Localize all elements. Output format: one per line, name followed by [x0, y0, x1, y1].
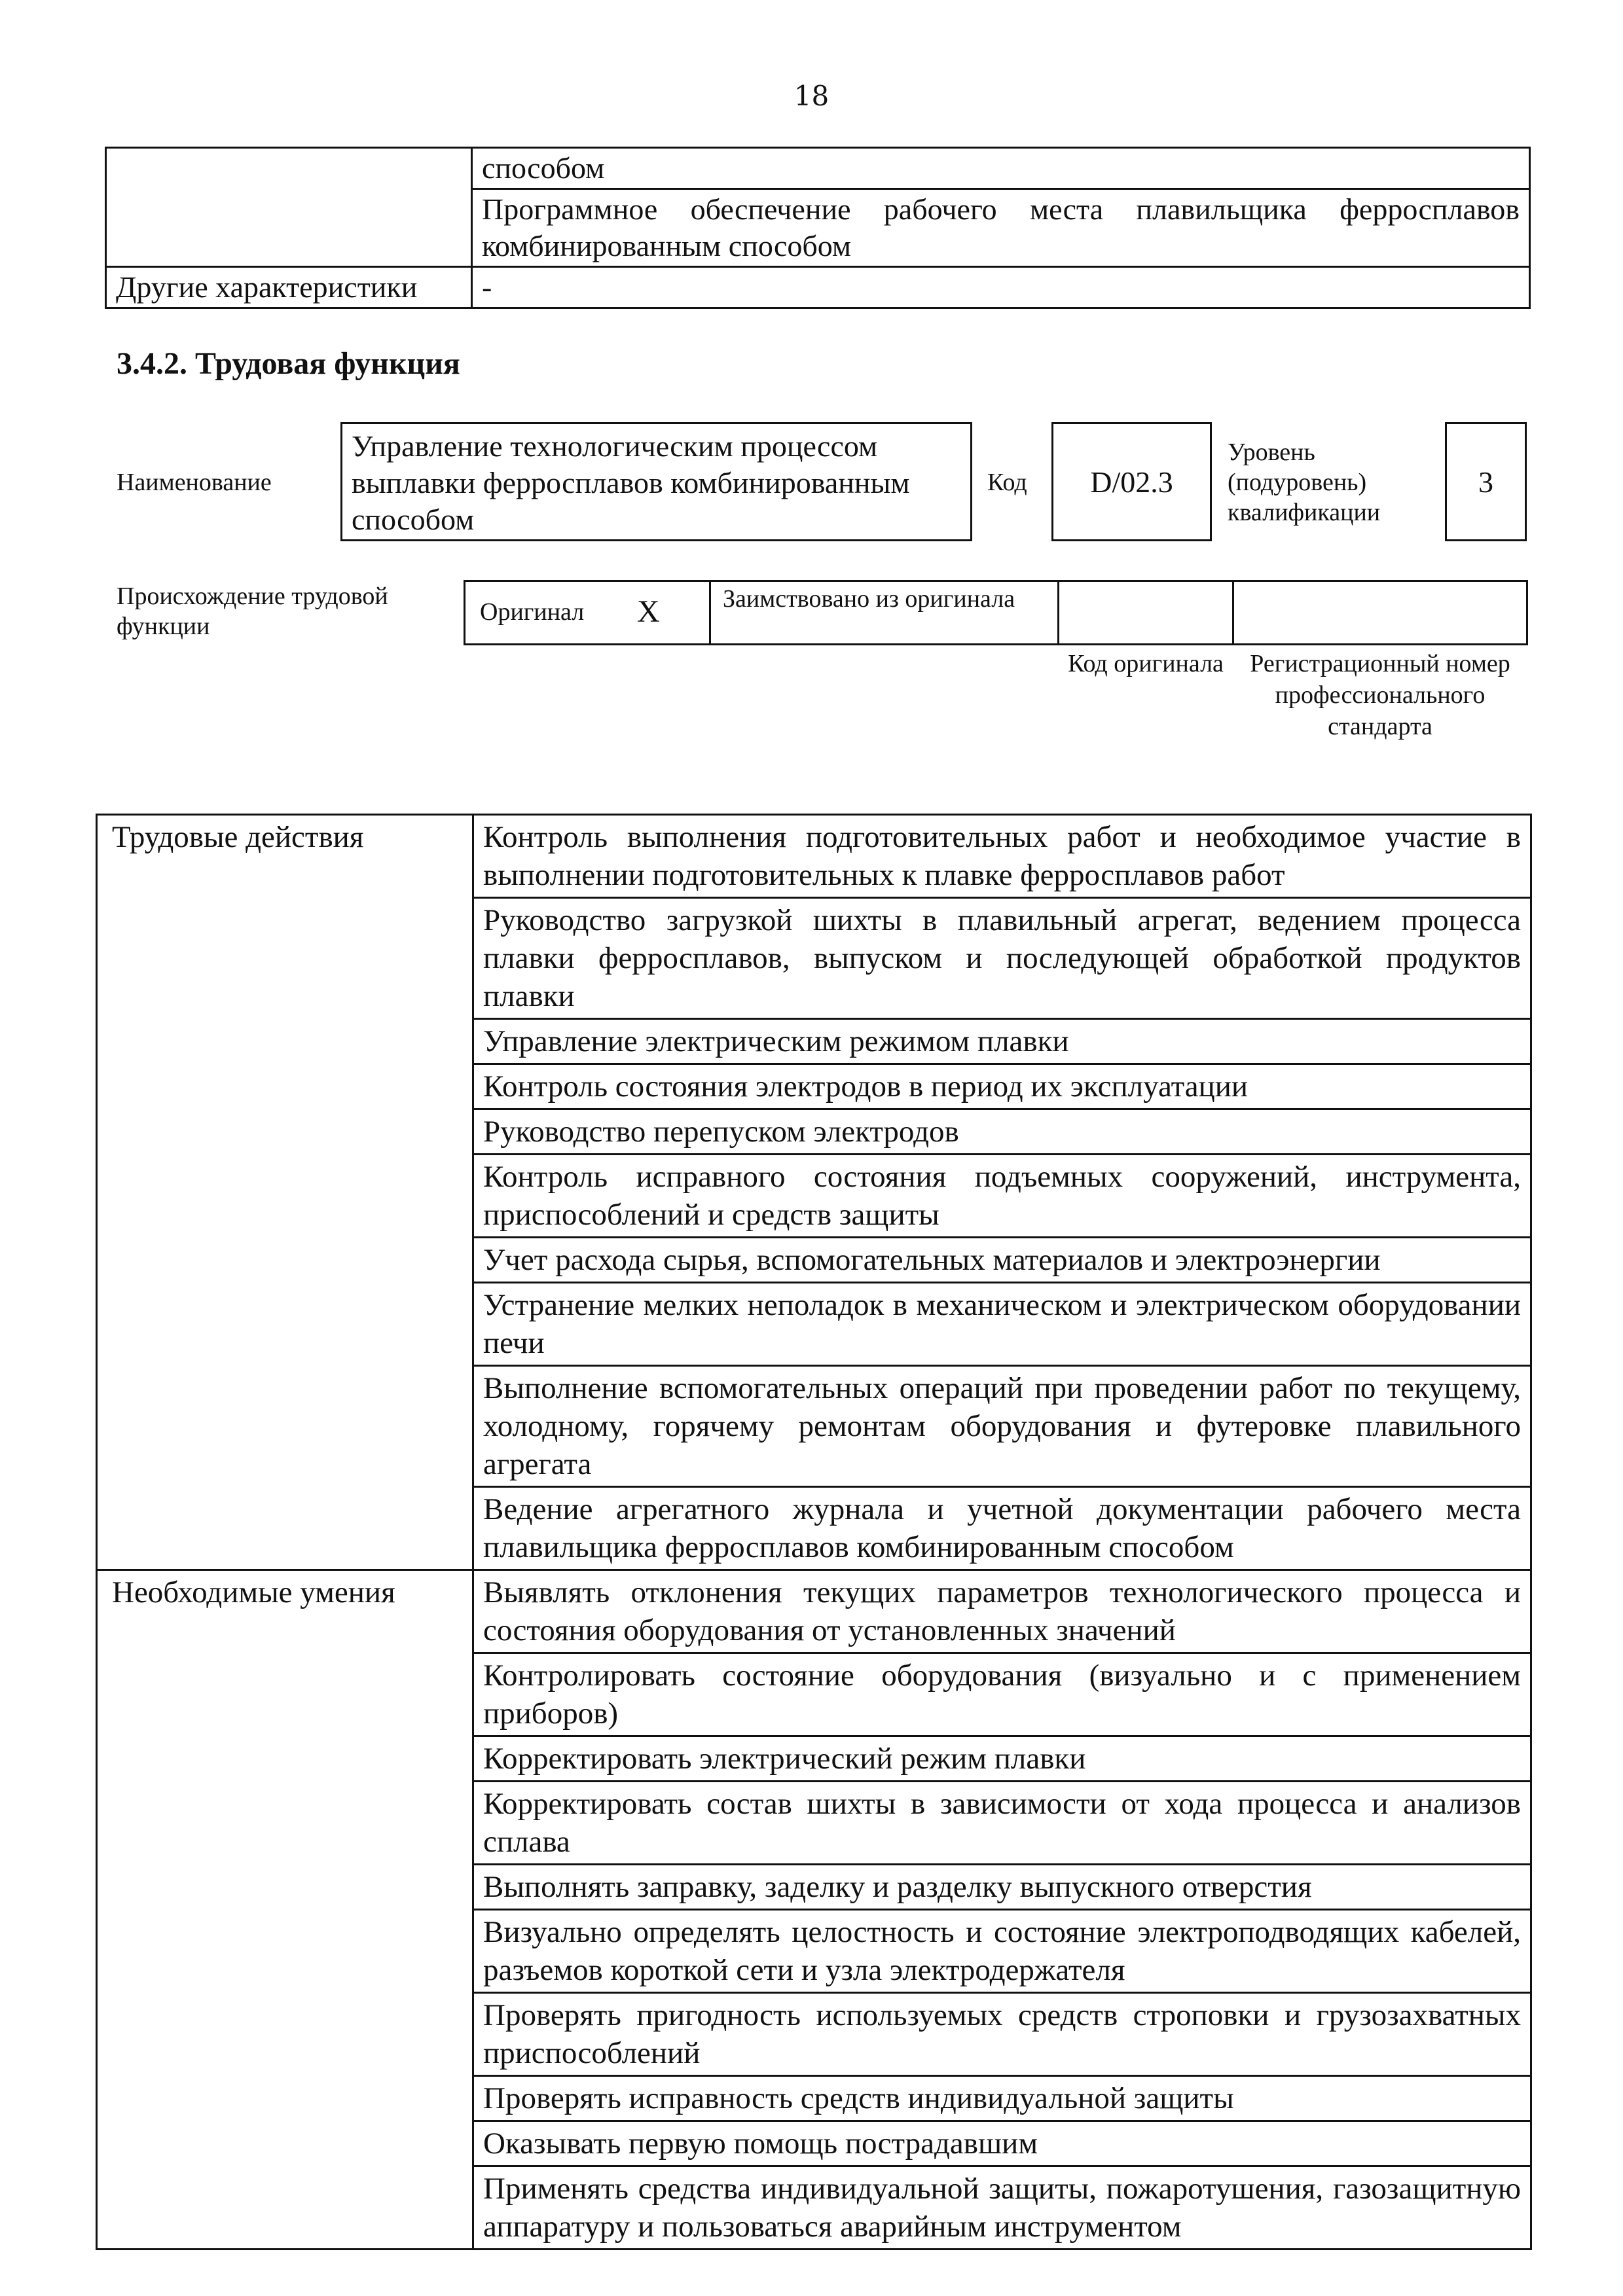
name-value: Управление технологическим процессом выплавки ферросплавов комбинированным способом [352, 429, 910, 536]
labor-function-table [96, 814, 1532, 2250]
table-cell: Руководство загрузкой шихты в плавильный агрегат, ведением процесса плавки ферросплавов, выпуском и последующей обработкой продуктов плавки [473, 898, 1531, 1019]
table-cell: Проверять пригодность используемых средств строповки и грузозахватных приспособлений [473, 1993, 1531, 2076]
divider [1210, 422, 1212, 541]
page-number: 18 [793, 80, 830, 112]
table-cell-label: Другие характеристики [106, 267, 472, 308]
table-cell: Управление электрическим режимом плавки [473, 1019, 1531, 1064]
table-cell: Проверять исправность средств индивидуальной защиты [473, 2076, 1531, 2121]
table-cell: Выявлять отклонения текущих параметров технологического процесса и состояния оборудования от установленных значений [473, 1570, 1531, 1653]
table-cell: Контроль исправного состояния подъемных сооружений, инструмента, приспособлений и средств защиты [473, 1155, 1531, 1238]
table-cell: - [472, 267, 1530, 308]
table-row [97, 815, 1531, 898]
borrowed-box [709, 580, 1059, 645]
borrowed-label: Заимствовано из оригинала [723, 585, 1015, 613]
table-cell: Контролировать состояние оборудования (визуально и с применением приборов) [473, 1653, 1531, 1736]
original-box [464, 580, 711, 645]
table-cell: способом [472, 148, 1530, 189]
original-code-box [1057, 580, 1234, 645]
code-value: D/02.3 [1090, 465, 1173, 499]
name-box [340, 422, 972, 541]
table-cell: Выполнять заправку, заделку и разделку выпускного отверстия [473, 1865, 1531, 1910]
table-cell: Контроль состояния электродов в период их эксплуатации [473, 1064, 1531, 1109]
table-cell: Применять средства индивидуальной защиты, пожаротушения, газозащитную аппаратуру и пользоваться аварийным инструментом [473, 2166, 1531, 2250]
original-code-caption: Код оригинала [1068, 650, 1224, 677]
table-cell: Выполнение вспомогательных операций при проведении работ по текущему, холодному, горячему ремонтам оборудования и футеровке плавильного агрегата [473, 1366, 1531, 1487]
table-cell: Программное обеспечение рабочего места плавильщика ферросплавов комбинированным способом [472, 189, 1530, 267]
group-label: Трудовые действия [97, 815, 473, 1570]
table-row [97, 1570, 1531, 1653]
table-cell: Ведение агрегатного журнала и учетной документации рабочего места плавильщика ферросплавов комбинированным способом [473, 1487, 1531, 1570]
original-label: Оригинал [480, 598, 585, 626]
table-cell: Корректировать электрический режим плавки [473, 1736, 1531, 1782]
name-label: Наименование [117, 469, 272, 496]
registration-box [1232, 580, 1528, 645]
table-cell: Руководство перепуском электродов [473, 1109, 1531, 1155]
level-value: 3 [1478, 465, 1493, 499]
table-row [106, 267, 1530, 308]
table-row [106, 148, 1530, 189]
table-cell-label [106, 148, 472, 267]
table-cell: Корректировать состав шихты в зависимости от хода процесса и анализов сплава [473, 1782, 1531, 1865]
code-box [1051, 422, 1212, 541]
table-cell: Устранение мелких неполадок в механическом и электрическом оборудовании печи [473, 1283, 1531, 1366]
level-label: Уровень (подуровень) квалификации [1228, 439, 1381, 526]
group-label: Необходимые умения [97, 1570, 473, 2250]
section-heading: 3.4.2. Трудовая функция [117, 346, 460, 381]
table-cell: Контроль выполнения подготовительных работ и необходимое участие в выполнении подготовительных к плавке ферросплавов работ [473, 815, 1531, 898]
original-mark: X [637, 594, 660, 629]
code-label: Код [987, 469, 1027, 496]
level-box [1445, 422, 1527, 541]
characteristics-table [105, 147, 1531, 309]
table-cell: Оказывать первую помощь пострадавшим [473, 2121, 1531, 2166]
registration-caption: Регистрационный номер профессионального стандарта [1250, 650, 1510, 740]
table-cell: Визуально определять целостность и состояние электроподводящих кабелей, разъемов короткой сети и узла электродержателя [473, 1910, 1531, 1993]
origin-label: Происхождение трудовой функции [117, 583, 388, 640]
table-cell: Учет расхода сырья, вспомогательных материалов и электроэнергии [473, 1238, 1531, 1283]
